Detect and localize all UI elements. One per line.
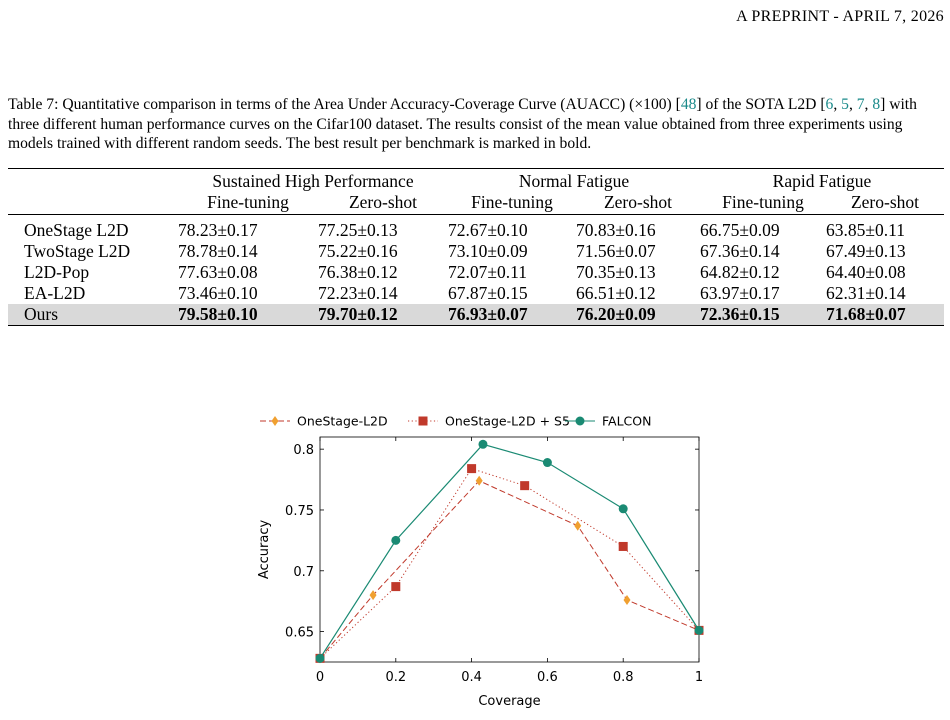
table-cell: 70.35±0.13: [576, 262, 656, 282]
table-cell: 70.83±0.16: [576, 220, 656, 240]
table-cell-best: 76.93±0.07: [448, 304, 576, 326]
caption-text: ] with three different human performance curves on the Cifar100 dataset. The results consist of the mean value obtained from three experiments using models trained with different random seeds. The best result per benchmark is marked in bold.: [8, 96, 917, 152]
series-1-point: [476, 476, 483, 486]
legend-label: OneStage-L2D: [297, 413, 388, 429]
method-name: Ours: [8, 304, 178, 326]
table-row-best: [8, 304, 944, 326]
table-cell: 72.07±0.11: [448, 262, 527, 282]
method-name: EA-L2D: [24, 283, 86, 303]
table-cell: 66.75±0.09: [700, 220, 780, 240]
table-cell: 77.63±0.08: [178, 262, 258, 282]
citation-link[interactable]: 5: [841, 96, 849, 113]
legend-marker: [272, 416, 279, 426]
x-tick-label: 0.4: [461, 670, 482, 685]
column-header: Fine-tuning: [471, 192, 553, 212]
x-tick-label: 0.8: [612, 670, 634, 685]
table-row: [8, 215, 944, 242]
citation-link[interactable]: 6: [825, 96, 834, 113]
caption-text: ] of the SOTA L2D [: [696, 96, 826, 113]
table-cell-best: 79.58±0.10: [178, 304, 318, 326]
x-axis-label: Coverage: [478, 694, 541, 709]
series-2-point: [520, 481, 529, 490]
series-2-point: [467, 464, 476, 473]
legend-marker: [419, 417, 428, 426]
column-header: Zero-shot: [603, 192, 673, 212]
chart-svg: [220, 400, 720, 715]
running-title: A PREPRINT - APRIL 7, 2026: [736, 8, 944, 25]
y-tick-label: 0.7: [293, 564, 314, 580]
y-axis-label: Accuracy: [257, 519, 272, 580]
group-header-row: [8, 169, 944, 193]
series-2-point: [391, 582, 400, 591]
caption-text: ,: [848, 96, 857, 113]
series-line-2: [320, 469, 699, 659]
y-tick-label: 0.75: [285, 503, 314, 519]
table-cell: 72.67±0.10: [448, 220, 528, 240]
series-1-point: [370, 590, 377, 600]
table-cell-best: 71.68±0.07: [826, 304, 944, 326]
accuracy-coverage-chart: [220, 400, 720, 715]
legend-label: FALCON: [602, 413, 652, 429]
group-header: Sustained High Performance: [212, 171, 414, 191]
caption-text: ,: [833, 96, 842, 113]
table-cell-best: 72.36±0.15: [700, 304, 826, 326]
series-1-point: [623, 595, 630, 605]
method-name: TwoStage L2D: [24, 241, 131, 261]
x-tick-label: 0.2: [385, 670, 407, 685]
table-cell: 66.51±0.12: [576, 283, 656, 303]
table-cell: 63.97±0.17: [700, 283, 780, 303]
table-row: [8, 262, 944, 283]
table-cell: 63.85±0.11: [826, 220, 905, 240]
y-tick-label: 0.65: [285, 625, 314, 641]
legend-marker: [576, 417, 585, 426]
table-cell-best: 76.20±0.09: [576, 304, 700, 326]
legend-label: OneStage-L2D + S5: [445, 413, 570, 429]
caption-text: ,: [864, 96, 873, 113]
y-tick-label: 0.8: [293, 443, 314, 459]
table-cell: 76.38±0.12: [318, 262, 398, 282]
running-header: [736, 8, 944, 26]
series-3-point: [391, 536, 400, 545]
table-cell: 71.56±0.07: [576, 241, 656, 261]
citation-link[interactable]: 48: [680, 96, 697, 113]
citation-link[interactable]: 7: [856, 96, 865, 113]
table-cell: 78.78±0.14: [178, 241, 258, 261]
group-header: Rapid Fatigue: [772, 171, 872, 191]
column-header: Zero-shot: [348, 192, 418, 212]
series-3-point: [478, 440, 487, 449]
table-cell: 78.23±0.17: [178, 220, 258, 240]
table-cell: 77.25±0.13: [318, 220, 398, 240]
column-header: Fine-tuning: [207, 192, 289, 212]
plot-frame: [320, 437, 699, 662]
series-3-point: [619, 504, 628, 513]
x-tick-label: 1: [694, 670, 704, 685]
table-caption: [8, 95, 944, 154]
table-cell: 73.10±0.09: [448, 241, 528, 261]
table-row: [8, 283, 944, 304]
citation-link[interactable]: 8: [872, 96, 881, 113]
series-3-point: [695, 626, 704, 635]
table-cell: 64.40±0.08: [826, 262, 906, 282]
series-line-3: [320, 444, 699, 658]
method-name: L2D-Pop: [24, 262, 90, 282]
table-cell: 64.82±0.12: [700, 262, 780, 282]
series-3-point: [543, 458, 552, 467]
x-tick-label: 0.6: [537, 670, 558, 685]
table-cell: 67.36±0.14: [700, 241, 780, 261]
x-tick-label: 0: [315, 670, 325, 685]
table-cell: 67.87±0.15: [448, 283, 528, 303]
table-cell: 67.49±0.13: [826, 241, 906, 261]
table-cell: 73.46±0.10: [178, 283, 258, 303]
results-table: [8, 168, 944, 326]
table-cell-best: 79.70±0.12: [318, 304, 448, 326]
table-cell: 75.22±0.16: [318, 241, 398, 261]
method-name: OneStage L2D: [24, 220, 129, 240]
series-2-point: [619, 542, 628, 551]
table-cell: 72.23±0.14: [318, 283, 398, 303]
table-cell: 62.31±0.14: [826, 283, 906, 303]
caption-text: Table 7: Quantitative comparison in terms of the Area Under Accuracy-Coverage Curve (AUACC) (×100) [: [8, 96, 681, 113]
subheader-row: [8, 192, 944, 215]
column-header: Fine-tuning: [722, 192, 804, 212]
column-header: Zero-shot: [850, 192, 920, 212]
table-row: [8, 241, 944, 262]
series-3-point: [316, 654, 325, 663]
group-header: Normal Fatigue: [518, 171, 630, 191]
